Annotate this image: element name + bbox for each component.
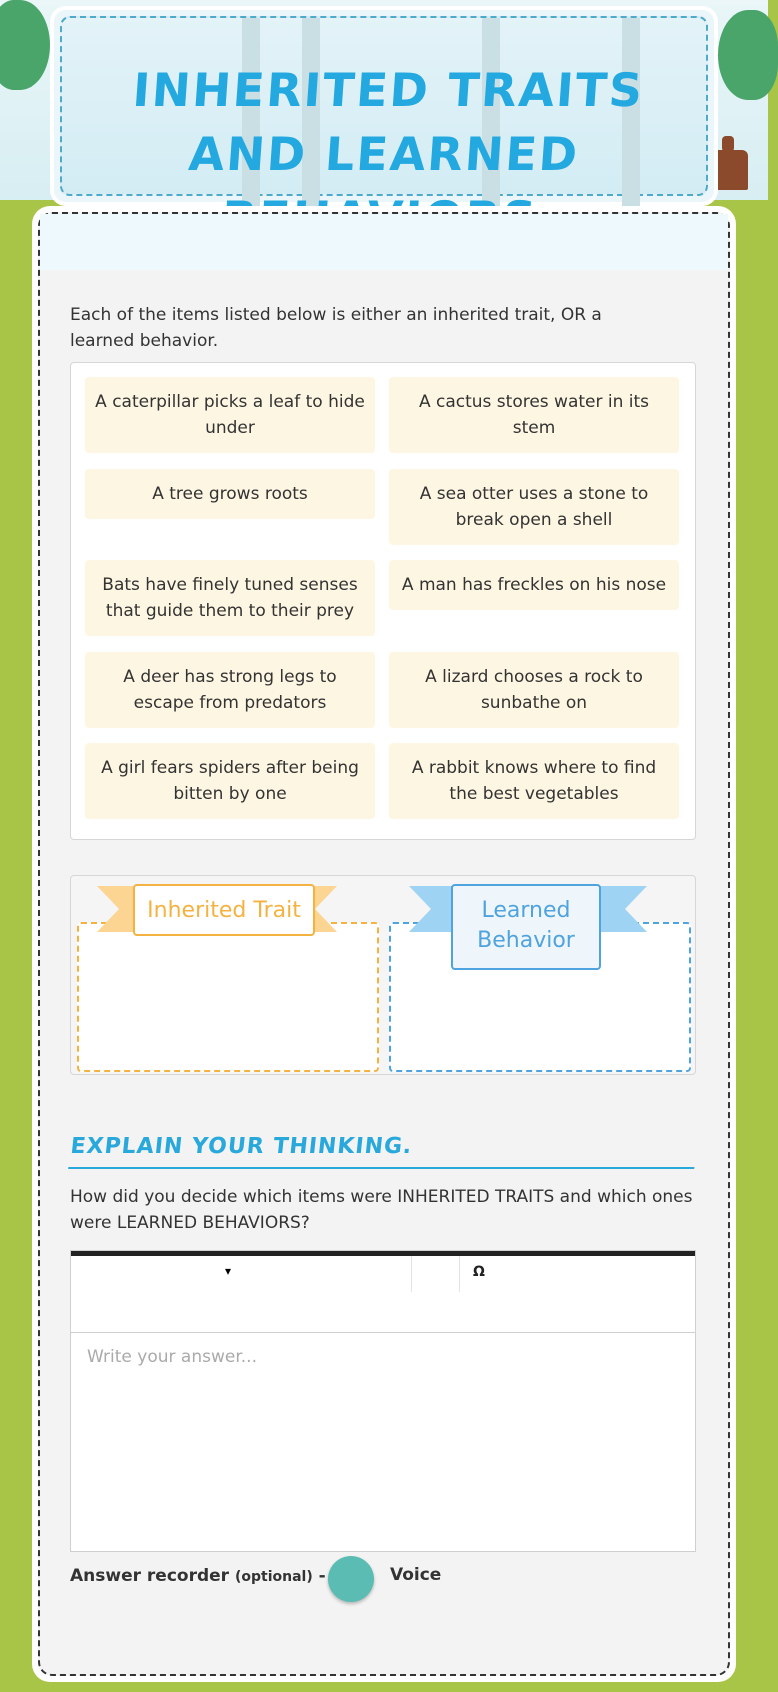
drag-item[interactable]: A girl fears spiders after being bitten by one [85,743,375,819]
drop-zones [70,875,696,1075]
drag-item[interactable]: A sea otter uses a stone to break open a shell [389,469,679,545]
worksheet-title: INHERITED TRAITS AND LEARNED [131,63,646,181]
drag-item[interactable]: A rabbit knows where to find the best vegetables [389,743,679,819]
special-character-button[interactable]: Ω [473,1264,485,1280]
learned-behavior-label: Learned Behavior [451,884,601,970]
drag-item[interactable]: A tree grows roots [85,469,375,519]
drag-item[interactable]: Bats have finely tuned senses that guide them to their prey [85,560,375,636]
title-card [50,6,718,206]
caret-down-icon: ▾ [225,1264,232,1278]
panel-header-band [40,214,728,270]
question-text: How did you decide which items were INHERITED TRAITS and which ones were LEARNED BEHAVIORS? [70,1187,693,1233]
drag-items-container [70,362,696,840]
worksheet-content [38,212,730,1676]
inherited-trait-label: Inherited Trait [133,884,315,936]
record-button[interactable] [328,1556,374,1602]
drag-item[interactable]: A cactus stores water in its stem [389,377,679,453]
recorder-optional: (optional) [234,1569,313,1585]
editor-toolbar [71,1251,695,1333]
recorder-dash: - [312,1566,326,1586]
explain-heading: EXPLAIN YOUR THINKING. [68,1134,698,1169]
toolbar-button[interactable] [411,1256,460,1292]
recorder-label-text: Answer recorder [70,1566,230,1586]
answer-recorder-label [70,1566,326,1586]
drag-item[interactable]: A deer has strong legs to escape from predators [85,652,375,728]
format-dropdown[interactable] [71,1256,412,1292]
voice-label: Voice [390,1565,442,1585]
drag-item[interactable]: A man has freckles on his nose [389,560,679,610]
worksheet-panel [32,206,736,1682]
tree-right [718,10,778,100]
inherited-trait-dropzone[interactable] [77,922,379,1072]
drag-item[interactable]: A caterpillar picks a leaf to hide under [85,377,375,453]
answer-input[interactable] [71,1333,695,1551]
drag-item[interactable]: A lizard chooses a rock to sunbathe on [389,652,679,728]
instructions: Each of the items listed below is either an inherited trait, OR a learned behavior. [70,305,602,351]
answer-editor [70,1250,696,1552]
title-frame [60,16,708,196]
